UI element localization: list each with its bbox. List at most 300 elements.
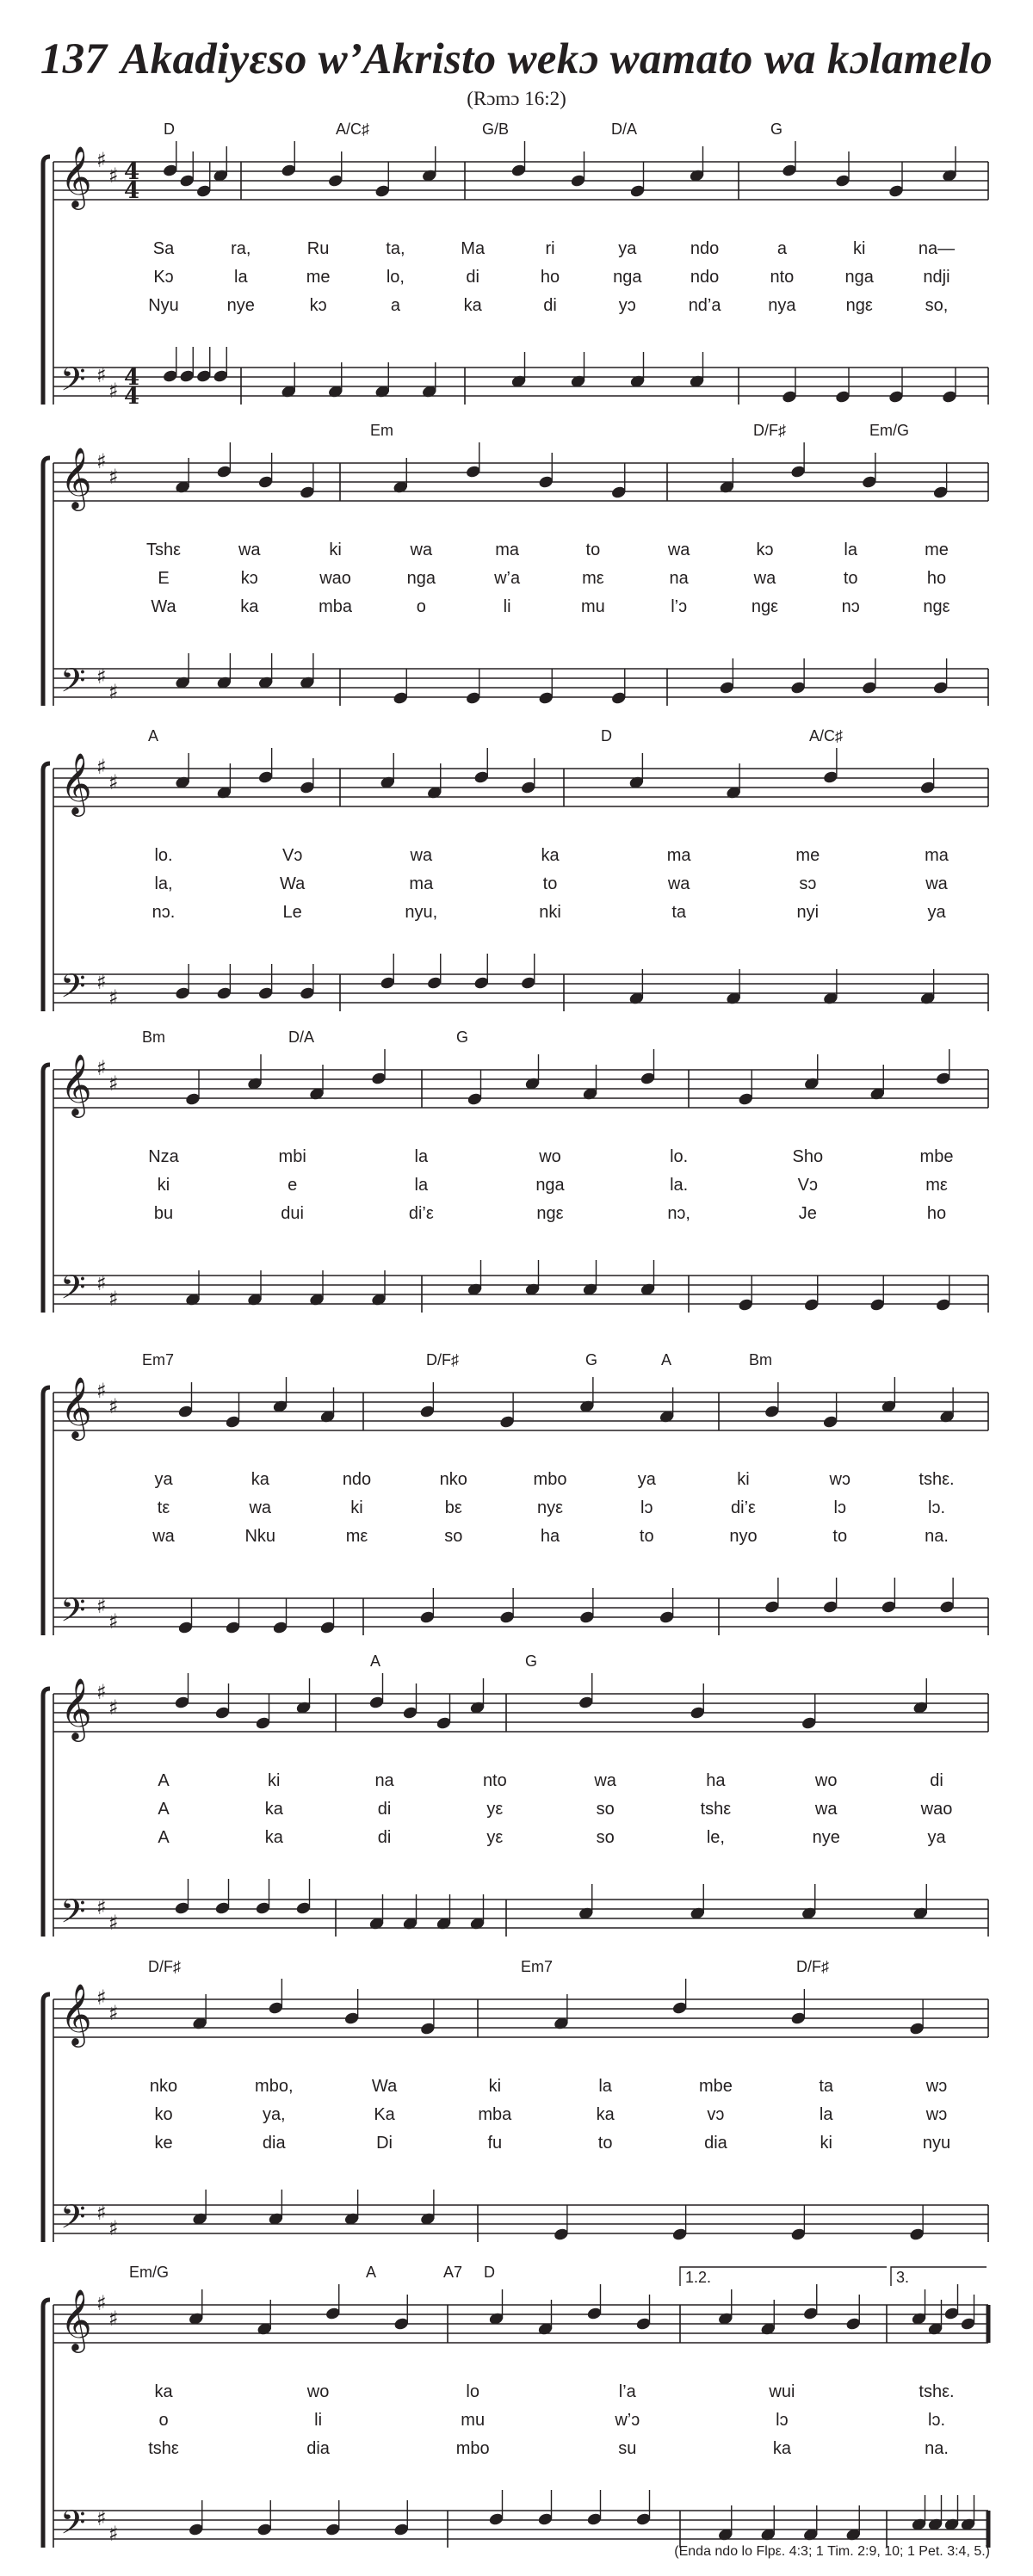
lyric-syllable: mbi <box>278 1147 306 1166</box>
lyric-syllable: nga <box>406 569 436 588</box>
lyric-syllable: o <box>416 597 426 616</box>
system-bracket <box>43 1994 50 2242</box>
lyric-syllable: wa <box>249 1498 272 1517</box>
sharp-icon: ♯ <box>108 1072 119 1096</box>
song-number: 137 <box>40 35 108 83</box>
staff-notation <box>0 1644 1033 1937</box>
lyric-syllable: mbe <box>919 1147 954 1166</box>
chord-symbol: D/F♯ <box>796 1958 829 1975</box>
lyric-syllable: me <box>306 268 331 287</box>
chord-symbol: D/F♯ <box>753 422 786 439</box>
lyric-syllable: nɔ <box>841 597 860 616</box>
chord-symbol: G <box>585 1351 598 1368</box>
lyric-syllable: Vɔ <box>281 846 303 865</box>
lyric-syllable: ra, <box>231 239 251 258</box>
lyric-syllable: mbe <box>698 2077 733 2096</box>
lyric-syllable: ki <box>852 239 866 258</box>
lyric-syllable: Nku <box>244 1527 276 1546</box>
lyric-syllable: w’a <box>494 569 521 588</box>
lyric-syllable: ka <box>772 2439 791 2458</box>
sharp-icon: ♯ <box>96 1680 107 1704</box>
bass-staff <box>53 1879 988 1937</box>
lyric-syllable: ndji <box>923 268 950 287</box>
lyric-syllable: nyi <box>796 903 820 922</box>
chord-symbol: Em <box>370 422 393 439</box>
lyric-syllable: A <box>158 1828 170 1847</box>
chord-symbol: G/B <box>482 120 510 138</box>
lyric-syllable: lɔ <box>833 1498 846 1517</box>
sharp-icon: ♯ <box>96 2201 107 2225</box>
lyric-syllable: tε <box>157 1498 170 1517</box>
lyric-syllable: Wa <box>151 597 176 616</box>
time-signature: 4 <box>124 178 140 204</box>
sharp-icon: ♯ <box>108 465 119 489</box>
lyric-syllable: ka <box>596 2105 615 2124</box>
lyric-syllable: ri <box>545 239 555 258</box>
lyric-syllable: to <box>585 541 601 559</box>
lyric-syllable: Le <box>282 903 302 922</box>
lyric-syllable: l’a <box>618 2382 636 2401</box>
treble-clef-icon: 𝄞 <box>60 1677 92 1739</box>
lyric-syllable: mbo <box>455 2439 490 2458</box>
lyric-syllable: wa <box>925 874 948 893</box>
sharp-icon: ♯ <box>108 2216 119 2240</box>
lyric-syllable: wa <box>410 541 433 559</box>
lyric-syllable: lɔ <box>640 1498 653 1517</box>
lyric-syllable: nye <box>226 296 255 315</box>
lyric-syllable: ya <box>637 1470 656 1489</box>
lyric-syllable: mε <box>925 1176 948 1195</box>
lyric-syllable: Nyu <box>148 296 179 315</box>
system-bracket <box>43 1065 50 1313</box>
lyric-syllable: a <box>390 296 400 315</box>
lyric-syllable: yɔ <box>618 296 636 315</box>
lyric-syllable: la. <box>670 1176 689 1195</box>
sharp-icon: ♯ <box>108 1394 119 1418</box>
lyric-syllable: w’ɔ <box>615 2411 640 2430</box>
lyric-syllable: ka <box>251 1470 269 1489</box>
lyric-syllable: ma <box>409 874 434 893</box>
lyric-syllable: nyu, <box>405 903 438 922</box>
lyric-syllable: nko <box>149 2077 178 2096</box>
sharp-icon: ♯ <box>96 449 107 473</box>
chord-symbol: A <box>661 1351 672 1368</box>
treble-clef-icon: 𝄞 <box>60 2288 92 2351</box>
lyric-syllable: a <box>776 239 787 258</box>
lyric-syllable: nd’a <box>688 296 721 315</box>
sharp-icon: ♯ <box>108 1911 119 1935</box>
lyric-syllable: to <box>832 1527 848 1546</box>
sharp-icon: ♯ <box>96 1895 107 1919</box>
lyric-syllable: mba <box>478 2105 512 2124</box>
system-bracket <box>43 458 50 706</box>
lyric-syllable: ngε <box>845 296 873 315</box>
chord-symbol: D <box>484 2264 495 2281</box>
lyric-syllable: Wa <box>280 874 306 893</box>
lyric-syllable: na <box>669 569 689 588</box>
bass-staff <box>53 1578 988 1635</box>
lyric-syllable: l’ɔ <box>671 597 688 616</box>
lyric-syllable: ha <box>540 1527 560 1546</box>
lyric-syllable: di <box>377 1828 392 1847</box>
treble-clef-icon: 𝄞 <box>60 1982 92 2045</box>
system-bracket <box>43 763 50 1011</box>
lyric-syllable: ki <box>329 541 342 559</box>
bass-clef-icon: 𝄢 <box>60 661 86 706</box>
lyric-syllable: mbo, <box>255 2077 294 2096</box>
lyric-syllable: wa <box>753 569 776 588</box>
lyric-syllable: fu <box>487 2134 503 2153</box>
lyric-syllable: Ma <box>461 239 486 258</box>
lyric-syllable: ki <box>737 1470 750 1489</box>
lyric-syllable: wao <box>319 569 351 588</box>
lyric-syllable: bε <box>444 1498 462 1517</box>
chord-symbol: G <box>456 1029 469 1046</box>
chord-symbol: A <box>148 727 159 744</box>
lyric-syllable: yε <box>486 1828 504 1847</box>
sharp-icon: ♯ <box>96 1986 107 2010</box>
chord-symbol: G <box>770 120 783 138</box>
lyric-syllable: na— <box>918 239 956 258</box>
lyric-syllable: Tshε <box>145 541 182 559</box>
lyric-syllable: nga <box>613 268 642 287</box>
lyric-syllable: me <box>795 846 820 865</box>
lyric-syllable: ki <box>157 1176 170 1195</box>
lyric-syllable: ya <box>618 239 637 258</box>
treble-clef-icon: 𝄞 <box>60 1375 92 1438</box>
system-bracket <box>43 1387 50 1635</box>
sharp-icon: ♯ <box>96 2506 107 2530</box>
chord-symbol: Em/G <box>129 2264 170 2281</box>
lyric-syllable: ha <box>706 1771 726 1790</box>
lyric-syllable: to <box>597 2134 613 2153</box>
treble-clef-icon: 𝄞 <box>60 1053 92 1115</box>
lyric-syllable: nki <box>539 903 561 922</box>
lyric-syllable: ta, <box>386 239 405 258</box>
bass-clef-icon: 𝄢 <box>60 2503 86 2548</box>
lyric-syllable: wɔ <box>925 2077 948 2096</box>
lyric-syllable: ka <box>154 2382 173 2401</box>
lyric-syllable: ngε <box>536 1204 564 1223</box>
sharp-icon: ♯ <box>96 363 107 387</box>
lyric-syllable: Vɔ <box>797 1176 818 1195</box>
lyric-syllable: A <box>158 1800 170 1819</box>
lyric-syllable: ngε <box>923 597 950 616</box>
lyric-syllable: nto <box>770 268 795 287</box>
music-system <box>0 413 1033 706</box>
bass-clef-icon: 𝄢 <box>60 1268 86 1313</box>
treble-clef-icon: 𝄞 <box>60 145 92 207</box>
sharp-icon: ♯ <box>108 680 119 704</box>
lyric-syllable: wa <box>238 541 261 559</box>
sharp-icon: ♯ <box>108 164 119 188</box>
volta-label: 1.2. <box>685 2269 712 2286</box>
chord-symbol: A/C♯ <box>809 727 844 744</box>
lyric-syllable: dia <box>704 2134 727 2153</box>
lyric-syllable: ma <box>925 846 949 865</box>
lyric-syllable: li <box>503 597 511 616</box>
lyric-syllable: ho <box>926 1204 947 1223</box>
lyric-syllable: vɔ <box>707 2105 725 2124</box>
lyric-syllable: sɔ <box>799 874 817 893</box>
lyric-syllable: nya <box>768 296 796 315</box>
lyric-syllable: mba <box>319 597 352 616</box>
lyric-syllable: lo <box>466 2382 479 2401</box>
lyric-syllable: so, <box>925 296 949 315</box>
time-signature: 4 <box>124 384 140 405</box>
lyric-syllable: lɔ. <box>928 2411 945 2430</box>
lyric-syllable: ya <box>927 903 946 922</box>
lyric-syllable: Ka <box>374 2105 395 2124</box>
lyric-syllable: mε <box>345 1527 368 1546</box>
bass-clef-icon: 𝄢 <box>60 2197 86 2242</box>
lyric-syllable: e <box>288 1176 298 1195</box>
lyric-syllable: ta <box>671 903 686 922</box>
music-system <box>0 1343 1033 1635</box>
time-signature: 4 <box>124 365 140 391</box>
lyric-syllable: ki <box>820 2134 832 2153</box>
lyric-syllable: ndo <box>690 239 720 258</box>
lyric-syllable: o <box>158 2411 169 2430</box>
chord-symbol: A <box>366 2264 377 2281</box>
system-bracket <box>43 1689 50 1937</box>
lyric-syllable: wɔ <box>925 2105 948 2124</box>
music-system <box>0 1644 1033 1937</box>
sharp-icon: ♯ <box>108 1696 119 1720</box>
lyric-syllable: mu <box>580 597 605 616</box>
sharp-icon: ♯ <box>96 755 107 779</box>
lyric-syllable: di <box>377 1800 392 1819</box>
lyric-syllable: ya <box>154 1470 173 1489</box>
treble-staff <box>53 2284 988 2343</box>
lyric-syllable: ndo <box>690 268 720 287</box>
lyric-syllable: kɔ <box>240 569 258 588</box>
lyric-syllable: so <box>444 1527 463 1546</box>
chord-symbol: D/F♯ <box>426 1351 459 1368</box>
lyric-syllable: nɔ, <box>667 1204 690 1223</box>
lyric-syllable: nɔ. <box>152 903 176 922</box>
lyric-syllable: Kɔ <box>153 268 174 287</box>
treble-clef-icon: 𝄞 <box>60 751 92 814</box>
lyric-syllable: Sho <box>792 1147 824 1166</box>
lyric-syllable: ki <box>268 1771 281 1790</box>
sharp-icon: ♯ <box>108 379 119 403</box>
music-system <box>0 2255 1033 2548</box>
lyric-syllable: mbo <box>533 1470 567 1489</box>
lyric-syllable: la <box>844 541 858 559</box>
lyric-syllable: wa <box>594 1771 616 1790</box>
lyric-syllable: la, <box>154 874 173 893</box>
lyric-syllable: ho <box>540 268 560 287</box>
lyric-syllable: nyo <box>729 1527 758 1546</box>
lyric-syllable: wo <box>539 1147 561 1166</box>
lyric-syllable: wo <box>814 1771 838 1790</box>
chord-symbol: Em7 <box>142 1351 175 1368</box>
lyric-syllable: na. <box>925 2439 949 2458</box>
lyric-syllable: nye <box>812 1828 840 1847</box>
lyric-syllable: ndo <box>342 1470 372 1489</box>
lyric-syllable: wa <box>667 541 690 559</box>
chord-symbol: D/A <box>288 1029 315 1046</box>
lyric-syllable: nga <box>535 1176 565 1195</box>
lyric-syllable: tshε <box>148 2439 179 2458</box>
lyric-syllable: ke <box>154 2134 173 2153</box>
chord-symbol: Em/G <box>869 422 910 439</box>
lyric-syllable: wa <box>152 1527 175 1546</box>
lyric-syllable: la <box>598 2077 612 2096</box>
lyric-syllable: E <box>158 569 170 588</box>
treble-clef-icon: 𝄞 <box>60 446 92 509</box>
lyric-syllable: di’ε <box>731 1498 756 1517</box>
treble-staff <box>53 1377 988 1430</box>
chord-symbol: D <box>164 120 175 138</box>
lyric-syllable: wao <box>920 1800 953 1819</box>
scripture-reference: (Rɔmɔ 16:2) <box>467 88 566 109</box>
sharp-icon: ♯ <box>96 664 107 689</box>
chord-symbol: Em7 <box>521 1958 554 1975</box>
treble-staff <box>53 1049 988 1108</box>
lyric-syllable: dia <box>306 2439 330 2458</box>
lyric-syllable: Je <box>798 1204 817 1223</box>
lyric-syllable: ma <box>495 541 520 559</box>
lyric-syllable: wa <box>410 846 433 865</box>
treble-staff <box>53 442 988 501</box>
lyric-syllable: di <box>466 268 479 287</box>
music-system <box>0 112 1033 405</box>
lyric-syllable: lɔ <box>776 2411 789 2430</box>
chord-symbol: Bm <box>142 1029 165 1046</box>
lyric-syllable: ya <box>927 1828 946 1847</box>
lyric-syllable: ma <box>666 846 691 865</box>
bass-clef-icon: 𝄢 <box>60 1591 86 1635</box>
lyric-syllable: Di <box>376 2134 393 2153</box>
lyric-syllable: li <box>314 2411 323 2430</box>
lyric-syllable: wɔ <box>829 1470 851 1489</box>
lyric-syllable: to <box>639 1527 654 1546</box>
lyric-syllable: la <box>414 1147 429 1166</box>
lyric-syllable: Sa <box>152 239 175 258</box>
lyric-syllable: ya, <box>262 2105 286 2124</box>
bass-staff <box>53 2190 988 2242</box>
sharp-icon: ♯ <box>96 1056 107 1080</box>
sharp-icon: ♯ <box>108 1609 119 1634</box>
lyric-syllable: so <box>596 1800 615 1819</box>
chord-symbol: Bm <box>749 1351 772 1368</box>
lyric-syllable: bu <box>153 1204 174 1223</box>
lyric-syllable: ngε <box>751 597 779 616</box>
chord-symbol: D/A <box>611 120 638 138</box>
lyric-syllable: ho <box>926 569 947 588</box>
bass-clef-icon: 𝄢 <box>60 360 86 405</box>
lyric-syllable: kɔ <box>309 296 327 315</box>
sharp-icon: ♯ <box>96 1271 107 1295</box>
lyric-syllable: le, <box>706 1828 725 1847</box>
lyric-syllable: na. <box>925 1527 949 1546</box>
lyric-syllable: lo. <box>670 1147 689 1166</box>
lyric-syllable: Wa <box>371 2077 398 2096</box>
lyric-syllable: la <box>819 2105 833 2124</box>
lyric-syllable: nyε <box>536 1498 564 1517</box>
lyric-syllable: tshε <box>700 1800 732 1819</box>
lyric-syllable: yε <box>486 1800 504 1819</box>
treble-staff <box>53 748 988 806</box>
lyric-syllable: so <box>596 1828 615 1847</box>
bass-staff <box>53 1260 988 1313</box>
lyric-syllable: nko <box>439 1470 467 1489</box>
lyric-syllable: Nza <box>148 1147 179 1166</box>
bass-staff <box>53 2490 988 2548</box>
system-bracket <box>43 2300 50 2548</box>
song-header <box>0 34 1033 110</box>
volta-label: 3. <box>896 2269 910 2286</box>
bass-staff <box>53 954 988 1011</box>
treble-staff <box>53 1979 988 2037</box>
chord-symbol: D/F♯ <box>148 1958 181 1975</box>
sharp-icon: ♯ <box>108 2522 119 2546</box>
lyric-syllable: ka <box>264 1800 283 1819</box>
sharp-icon: ♯ <box>108 770 119 794</box>
footnote: (Enda ndo lo Flpε. 4:3; 1 Tim. 2:9, 10; 1 Pet. 3:4, 5.) <box>674 2544 990 2559</box>
lyric-syllable: lo, <box>386 268 405 287</box>
lyric-syllable: dia <box>262 2134 286 2153</box>
lyric-syllable: dui <box>281 1204 305 1223</box>
bass-clef-icon: 𝄢 <box>60 1892 86 1937</box>
lyric-syllable: kɔ <box>756 541 774 559</box>
music-system <box>0 1020 1033 1313</box>
lyric-syllable: tshε. <box>919 2382 955 2401</box>
treble-staff <box>53 141 988 200</box>
treble-staff <box>53 1673 988 1732</box>
lyric-syllable: to <box>843 569 858 588</box>
lyric-syllable: di <box>543 296 557 315</box>
song-title <box>0 34 1033 84</box>
lyric-syllable: ka <box>264 1828 283 1847</box>
lyric-syllable: mu <box>461 2411 486 2430</box>
bass-staff <box>53 347 988 405</box>
lyric-syllable: A <box>158 1771 170 1790</box>
bass-staff <box>53 653 988 706</box>
chord-symbol: G <box>525 1652 538 1670</box>
lyric-syllable: tshε. <box>919 1470 955 1489</box>
lyric-syllable: di <box>930 1771 943 1790</box>
sharp-icon: ♯ <box>96 1594 107 1618</box>
sharp-icon: ♯ <box>108 2307 119 2331</box>
lyric-syllable: wa <box>814 1800 838 1819</box>
lyric-syllable: la <box>234 268 248 287</box>
lyric-syllable: nto <box>482 1771 507 1790</box>
lyric-syllable: di’ε <box>408 1204 434 1223</box>
lyric-syllable: lɔ. <box>928 1498 945 1517</box>
sharp-icon: ♯ <box>108 2001 119 2025</box>
chord-symbol: A <box>370 1652 381 1670</box>
lyric-syllable: wo <box>306 2382 330 2401</box>
music-system <box>0 719 1033 1011</box>
lyric-syllable: ka <box>240 597 259 616</box>
chord-symbol: A/C♯ <box>336 120 370 138</box>
lyric-syllable: la <box>414 1176 429 1195</box>
lyric-syllable: su <box>618 2439 637 2458</box>
lyric-syllable: ka <box>463 296 482 315</box>
system-bracket <box>43 157 50 405</box>
sharp-icon: ♯ <box>96 1379 107 1403</box>
sharp-icon: ♯ <box>96 148 107 172</box>
lyric-syllable: lo. <box>154 846 173 865</box>
lyric-syllable: ki <box>350 1498 363 1517</box>
lyric-syllable: wui <box>769 2382 795 2401</box>
bass-clef-icon: 𝄢 <box>60 967 86 1011</box>
lyric-syllable: ka <box>541 846 560 865</box>
lyric-syllable: me <box>925 541 949 559</box>
